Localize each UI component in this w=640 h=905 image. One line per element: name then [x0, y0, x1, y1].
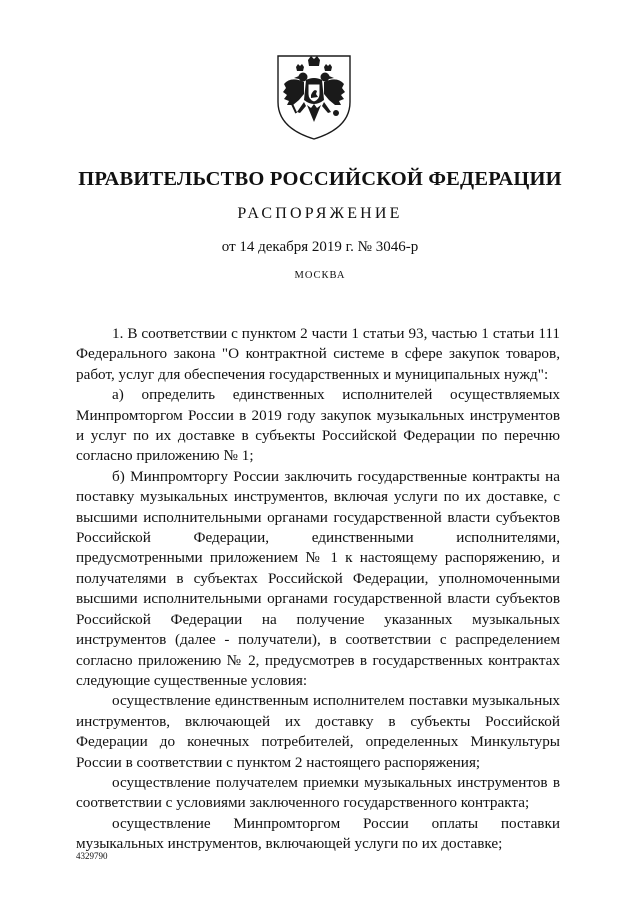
paragraph-1: 1. В соответствии с пунктом 2 части 1 статьи 93, частью 1 статьи 111 Федерального закона "О контрактной системе в сфере закупок товаров, работ, услуг для обеспечения государственных и муниципальных нужд": [76, 325, 560, 383]
document-city: МОСКВА [294, 270, 346, 281]
government-title: ПРАВИТЕЛЬСТВО РОССИЙСКОЙ ФЕДЕРАЦИИ [78, 168, 562, 190]
russian-coat-of-arms-icon [271, 50, 357, 142]
document-type: РАСПОРЯЖЕНИЕ [237, 205, 403, 222]
document-body [76, 324, 560, 855]
condition-acceptance: осуществление получателем приемки музыкальных инструментов в соответствии с условиями заключенного государственного контракта; [76, 773, 560, 812]
document-code: 4329790 [76, 851, 108, 861]
condition-delivery: осуществление единственным исполнителем поставки музыкальных инструментов, включающей их доставку в субъекты Российской Федерации до конечных потребителей, определенных Минкультуры России в соответствии с пунктом 2 настоящего распоряжения; [76, 692, 560, 771]
document-date-number: от 14 декабря 2019 г. № 3046-р [221, 239, 419, 255]
paragraph-1b: б) Минпромторгу России заключить государственные контракты на поставку музыкальных инструментов, включая услуги по их доставке, с высшими исполнительными органами государственной власти субъектов Российской Федерации, единственными исполнителями, предусмотренными приложением № 1 к настоящему распоряжению, и получателями в субъектах Российской Федерации, уполномоченными высшими исполнительными органами государственной власти субъектов Российской Федерации на получение указанных музыкальных инструментов (далее - получатели), в соответствии с распределением согласно приложению № 2, предусмотрев в государственных контрактах следующие существенные условия: [76, 467, 560, 689]
paragraph-1a: а) определить единственных исполнителей осуществляемых Минпромторгом России в 2019 году закупок музыкальных инструментов и услуг по их доставке в субъекты Российской Федерации по перечню согласно приложению № 1; [76, 386, 560, 465]
condition-payment: осуществление Минпромторгом России оплаты поставки музыкальных инструментов, включающей услуги по их доставке; [76, 814, 560, 853]
